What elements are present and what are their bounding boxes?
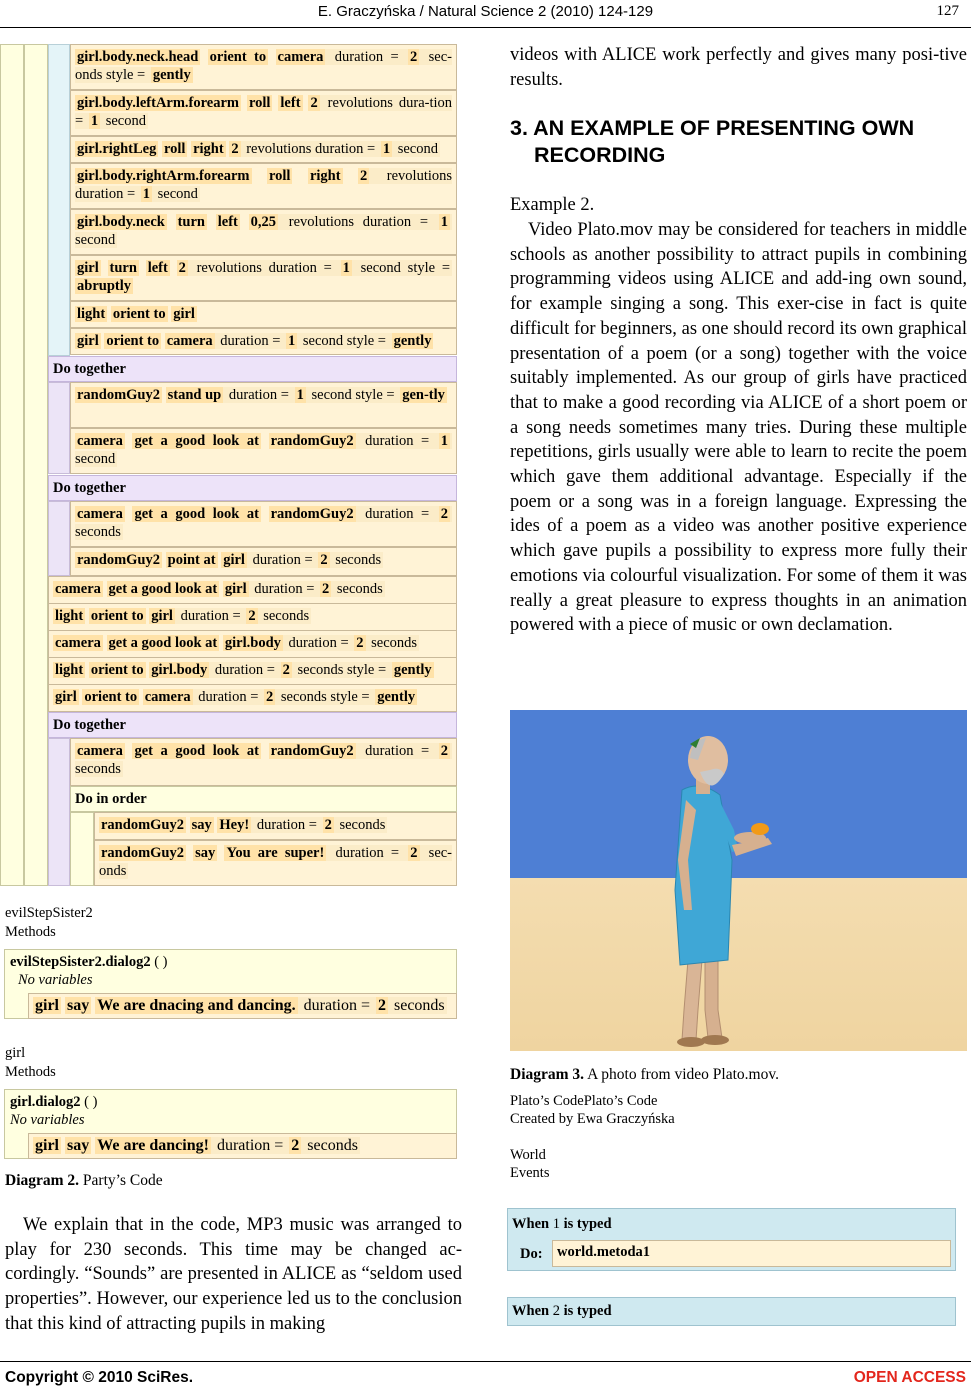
- diagram3-label: Diagram 3.: [510, 1066, 585, 1083]
- diagram2-caption: [5, 1172, 163, 1190]
- plato-meta: [510, 1092, 675, 1182]
- code-statement: randomGuy2 say Hey! duration = 2 seconds: [94, 812, 457, 840]
- diagram2-text: Party’s Code: [79, 1172, 163, 1189]
- code-statement: girl.body.leftArm.forearm roll left 2 revolutions dura-tion = 1 second: [70, 90, 457, 136]
- footer-open-access: OPEN ACCESS: [853, 1369, 966, 1386]
- plato-scene-svg: [510, 710, 967, 1051]
- do-together-block: Do together: [48, 712, 457, 738]
- code-statement: camera get a good look at randomGuy2 duration = 1 second: [70, 428, 457, 474]
- do-in-order-gutter: [70, 812, 94, 886]
- girl-methods-label: Methods: [5, 1064, 56, 1080]
- example-label: Example 2.: [510, 195, 595, 215]
- code-statement: girl.body.neck.head orient to camera duration = 2 sec-onds style = gently: [70, 44, 457, 90]
- code-statement: camera get a good look at randomGuy2 duration = 2 seconds: [70, 501, 457, 547]
- evil-methods-label: Methods: [5, 924, 56, 940]
- event-box-1: [507, 1208, 956, 1271]
- diagram2-label: Diagram 2.: [5, 1172, 80, 1189]
- code-statement: light orient to girl duration = 2 seconds: [48, 603, 457, 631]
- footer-rule: [0, 1361, 971, 1362]
- diagram3-text: A photo from video Plato.mov.: [584, 1066, 779, 1083]
- section-heading: 3. AN EXAMPLE OF PRESENTING OWN RECORDING: [510, 116, 915, 167]
- code-gutter-outer: [0, 44, 24, 886]
- diagram3-caption: [510, 1066, 779, 1084]
- plato-code-title: Plato’s CodePlato’s Code: [510, 1093, 658, 1109]
- code-statement: randomGuy2 stand up duration = 1 second style = gen-tly: [70, 382, 457, 428]
- evil-method-name: evilStepSister2.dialog2: [10, 954, 151, 970]
- code-statement: randomGuy2 say You are super! duration = 2 sec-onds: [94, 840, 457, 886]
- sand: [510, 878, 967, 1051]
- code-statement: girl.rightLeg roll right 2 revolutions duration = 1 second: [70, 136, 457, 163]
- girl-method-name: girl.dialog2: [10, 1094, 81, 1110]
- do-together-gutter: [48, 738, 70, 886]
- girl-object-name: girl: [5, 1045, 26, 1061]
- girl-no-vars: No variables: [10, 1112, 85, 1128]
- event1-do-label: Do:: [520, 1246, 543, 1262]
- code-statement: light orient to girl: [70, 301, 457, 328]
- code-statement: light orient to girl.body duration = 2 seconds style = gently: [48, 657, 457, 685]
- running-title: E. Graczyńska / Natural Science 2 (2010) 124-129: [317, 3, 654, 20]
- code-statement: girl.body.neck turn left 0,25 revolutions duration = 1 second: [70, 209, 457, 255]
- girl-method-parens: ( ): [80, 1094, 98, 1110]
- evil-method-parens: ( ): [150, 954, 168, 970]
- do-together-gutter: [48, 501, 70, 576]
- event1-when: When 1 is typed: [512, 1216, 612, 1232]
- code-statement: camera get a good look at randomGuy2 duration = 2 seconds: [70, 738, 457, 786]
- evil-method-statement: girl say We are dnacing and dancing. duration = 2 seconds: [28, 993, 457, 1019]
- footer-copyright: Copyright © 2010 SciRes.: [5, 1369, 194, 1386]
- event2-when: When 2 is typed: [512, 1303, 612, 1319]
- do-together-gutter: [48, 382, 70, 474]
- do-in-order-block: Do in order: [70, 786, 457, 812]
- code-statement: girl orient to camera duration = 1 second style = gently: [70, 328, 457, 355]
- plato-video-photo: [510, 710, 967, 1051]
- left-paragraph: We explain that in the code, MP3 music was arranged to play for 230 seconds. This time may be changed ac-cordingly. “Sounds” are presented in ALICE as “seldom used properties”. However, our experience led us to the conclusion that this kind of attracting pupils in making: [5, 1215, 462, 1334]
- plato-author: Created by Ewa Graczyńska: [510, 1111, 675, 1127]
- header-rule: [0, 27, 971, 28]
- plato-world-label: World: [510, 1147, 546, 1163]
- right-paragraph: Video Plato.mov may be considered for teachers in middle schools as another possibility to attract pupils in combining programming videos using ALICE and add-ing own sound, for example singing a song. This exer-cise in fact is quite difficult for beginners, as one should record its own graphical presentation of a poem (or a song) together with the voice suitably implemented. As our group of girls have practiced that to make a good recording via ALICE of a short poem or a song needs sometimes many tries. During these multiple repetitions, girls usually were able to learn to recite the poem which gave them additional advantage. Especially if the poem or a song was in a foreign language. Expressing the ides of a poem as a video was another positive experience which gave pupils a possibility to express more fully their emotions via colourful visualization. For some of them it was really a great pleasure to express thoughts in an animation powered with a piece of music or own declamation.: [510, 220, 967, 636]
- code-statement: girl turn left 2 revolutions duration = 1 second style = abruptly: [70, 255, 457, 301]
- code-gutter-method: [24, 44, 48, 886]
- code-statement: randomGuy2 point at girl duration = 2 seconds: [70, 547, 457, 576]
- do-together-block: Do together: [48, 475, 457, 501]
- do-together-block: Do together: [48, 356, 457, 382]
- event1-do-value: world.metoda1: [552, 1240, 951, 1267]
- page-number: 127: [936, 3, 959, 19]
- code-statement: girl.body.rightArm.forearm roll right 2 revolutions duration = 1 second: [70, 163, 457, 209]
- code-statement: camera get a good look at girl.body duration = 2 seconds: [48, 630, 457, 658]
- code-gutter-inner: [48, 44, 70, 356]
- evil-no-vars: No variables: [18, 972, 93, 988]
- code-statement: girl orient to camera duration = 2 seconds style = gently: [48, 684, 457, 712]
- event-box-2: [507, 1297, 956, 1326]
- code-statement: camera get a good look at girl duration = 2 seconds: [48, 576, 457, 604]
- evil-object-name: evilStepSister2: [5, 905, 93, 921]
- girl-method-statement: girl say We are dancing! duration = 2 seconds: [28, 1133, 457, 1159]
- right-top-text: videos with ALICE work perfectly and gives many posi-tive results.: [510, 45, 967, 90]
- plato-events-label: Events: [510, 1165, 550, 1181]
